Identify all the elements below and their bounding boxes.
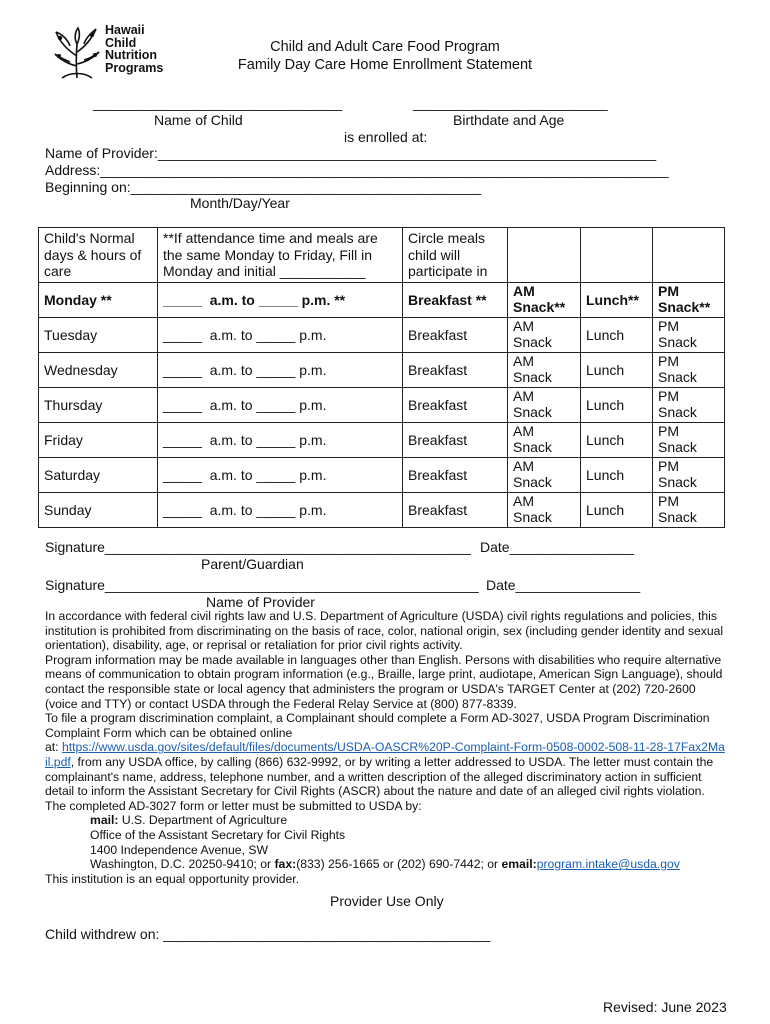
nd-paragraph-3b: [45, 740, 725, 813]
pm-time-blank[interactable]: _____: [256, 501, 296, 518]
header-empty: [653, 228, 725, 283]
time-cell[interactable]: [158, 388, 403, 423]
pm-time-blank[interactable]: _____: [256, 361, 296, 378]
am-time-blank[interactable]: _____: [163, 361, 202, 378]
month-day-year-label: Month/Day/Year: [190, 195, 290, 211]
pm-snack-option[interactable]: PM Snack: [653, 388, 725, 423]
table-row-friday: [39, 423, 725, 458]
parent-guardian-label: Parent/Guardian: [201, 556, 304, 572]
lunch-option[interactable]: Lunch: [581, 423, 653, 458]
am-time-blank[interactable]: _____: [163, 396, 202, 413]
time-cell[interactable]: [158, 493, 403, 528]
logo-line: Child: [105, 35, 137, 50]
am-snack-option[interactable]: AM Snack**: [508, 283, 581, 318]
mail-address-block: [45, 813, 725, 871]
time-cell[interactable]: [158, 353, 403, 388]
header-empty: [508, 228, 581, 283]
table-row-sunday: [39, 493, 725, 528]
form-title: Child and Adult Care Food Program: [270, 39, 500, 55]
nd-paragraph-1: In accordance with federal civil rights law and U.S. Department of Agriculture (USDA) civil rights regulations and policies, this institution is prohibited from discriminating on the basis of race, color, national origin, sex (including gender identity and sexual orientation), disability, age, or reprisal or retaliation for prior civil rights activity.: [45, 609, 724, 653]
nd-paragraph-3b-text: , from any USDA office, by calling (866) 632-9992, or by writing a letter addressed to USDA. The letter must contain the complainant's name, address, telephone number, and a written description of the alleged discriminatory action in sufficient detail to inform the Assistant Secretary for Civil Rights (ASCR) about the nature and date of an alleged civil rights violation. The completed AD-3027 form or letter must be submitted to USDA by:: [45, 754, 714, 813]
logo-line: Nutrition: [105, 48, 158, 62]
table-header-row: [39, 228, 725, 283]
breakfast-option[interactable]: Breakfast: [403, 388, 508, 423]
pm-label: p.m.: [299, 466, 327, 483]
pm-label: p.m. **: [301, 291, 346, 308]
pm-snack-option[interactable]: PM Snack: [653, 458, 725, 493]
beginning-date-field[interactable]: Beginning on:_____________________________________________: [45, 179, 482, 195]
provider-use-heading: Provider Use Only: [330, 893, 444, 909]
pm-time-blank[interactable]: _____: [256, 466, 296, 483]
pm-snack-option[interactable]: PM Snack: [653, 423, 725, 458]
birthdate-field[interactable]: _________________________: [413, 95, 608, 111]
am-time-blank[interactable]: _____: [163, 431, 202, 448]
nd-at-label: at:: [45, 740, 62, 755]
form-subtitle: Family Day Care Home Enrollment Statement: [237, 57, 533, 73]
am-to-label: a.m. to: [209, 431, 253, 448]
time-cell[interactable]: [158, 283, 403, 318]
am-snack-option[interactable]: AM Snack: [508, 493, 581, 528]
time-cell[interactable]: [158, 423, 403, 458]
address-field[interactable]: Address:_________________________________________________________________________: [45, 162, 669, 178]
am-snack-option[interactable]: AM Snack: [508, 458, 581, 493]
pm-snack-option[interactable]: PM Snack: [653, 353, 725, 388]
nd-paragraph-3a: To file a program discrimination complaint, a Complainant should complete a Form AD-3027, USDA Program Discrimination Complaint Form which can be obtained online: [45, 711, 710, 740]
hawaii-plant-icon: [52, 26, 102, 80]
pm-label: p.m.: [299, 431, 327, 448]
table-row-monday: [39, 283, 725, 318]
am-snack-option[interactable]: AM Snack: [508, 318, 581, 353]
fax-numbers: (833) 256-1665 or (202) 690-7442; or: [296, 857, 502, 872]
equal-opportunity-text: This institution is an equal opportunity provider.: [45, 871, 300, 886]
table-row-saturday: [39, 458, 725, 493]
pm-label: p.m.: [299, 326, 327, 343]
lunch-option[interactable]: Lunch: [581, 353, 653, 388]
parent-signature-field[interactable]: Signature_______________________________________________: [45, 539, 471, 555]
mail-line-1: U.S. Department of Agriculture: [118, 813, 288, 828]
am-to-label: a.m. to: [209, 326, 253, 343]
provider-name-label: Name of Provider: [206, 594, 315, 610]
breakfast-option[interactable]: Breakfast: [403, 458, 508, 493]
am-time-blank[interactable]: _____: [163, 501, 202, 518]
am-snack-option[interactable]: AM Snack: [508, 388, 581, 423]
breakfast-option[interactable]: Breakfast: [403, 353, 508, 388]
pm-label: p.m.: [299, 396, 327, 413]
table-row-thursday: [39, 388, 725, 423]
fax-label: fax:: [274, 857, 297, 872]
pm-time-blank[interactable]: _____: [258, 291, 298, 308]
complaint-form-link[interactable]: https://www.usda.gov/sites/default/files/documents/USDA-OASCR%20P-Complaint-Form-0508-0002-508-11-28-17Fax2Mail.pdf: [45, 740, 725, 769]
breakfast-option[interactable]: Breakfast: [403, 423, 508, 458]
provider-signature-field[interactable]: Signature________________________________________________: [45, 577, 479, 593]
header-circle-meals: Circle meals child will participate in: [403, 228, 508, 283]
nd-paragraph-2: Program information may be made available in languages other than English. Persons with disabilities who require alternative means of communication to obtain program information (e.g., Braille, large print, audiotape, American Sign Language), should contact the responsible state or local agency that administers the program or USDA's TARGET Center at (202) 720-2600 (voice and TTY) or contact USDA through the Federal Relay Service at (800) 877-8339.: [45, 652, 723, 711]
mail-line-4: Washington, D.C. 20250-9410; or: [90, 857, 275, 872]
lunch-option[interactable]: Lunch: [581, 388, 653, 423]
breakfast-option[interactable]: Breakfast: [403, 318, 508, 353]
table-row-tuesday: [39, 318, 725, 353]
lunch-option[interactable]: Lunch: [581, 318, 653, 353]
am-to-label: a.m. to: [209, 396, 253, 413]
pm-snack-option[interactable]: PM Snack**: [653, 283, 725, 318]
am-snack-option[interactable]: AM Snack: [508, 423, 581, 458]
revised-date: Revised: June 2023: [603, 999, 727, 1015]
hawaii-cnp-logo: [52, 24, 172, 82]
header-attendance-note: **If attendance time and meals are the same Monday to Friday, Fill in Monday and initial ___________: [158, 228, 403, 283]
logo-line: Programs: [105, 60, 164, 75]
day-cell: Friday: [39, 423, 158, 458]
pm-label: p.m.: [299, 501, 327, 518]
pm-label: p.m.: [299, 361, 327, 378]
logo-line: Hawaii: [105, 23, 145, 37]
pm-time-blank[interactable]: _____: [256, 431, 296, 448]
email-link[interactable]: program.intake@usda.gov: [536, 857, 680, 872]
mail-line-2: Office of the Assistant Secretary for Civil Rights: [90, 827, 346, 842]
day-cell: Tuesday: [39, 318, 158, 353]
pm-snack-option[interactable]: PM Snack: [653, 318, 725, 353]
day-cell: Wednesday: [39, 353, 158, 388]
day-cell: Sunday: [39, 493, 158, 528]
breakfast-option[interactable]: Breakfast **: [403, 283, 508, 318]
day-cell: Monday **: [39, 283, 158, 318]
header-days-hours: Child's Normal days & hours of care: [39, 228, 158, 283]
header-empty: [581, 228, 653, 283]
am-to-label: a.m. to: [209, 501, 253, 518]
am-to-label: a.m. to: [209, 291, 255, 308]
am-time-blank[interactable]: _____: [163, 326, 202, 343]
pm-time-blank[interactable]: _____: [256, 396, 296, 413]
child-withdrew-field[interactable]: Child withdrew on: __________________________________________: [45, 926, 491, 942]
child-name-field[interactable]: ________________________________: [93, 95, 343, 111]
lunch-option[interactable]: Lunch**: [581, 283, 653, 318]
mail-line-3: 1400 Independence Avenue, SW: [90, 842, 268, 857]
lunch-option[interactable]: Lunch: [581, 493, 653, 528]
nondiscrimination-statement: [45, 609, 725, 886]
provider-signature-date[interactable]: Date________________: [486, 577, 641, 593]
am-time-blank[interactable]: _____: [163, 291, 202, 308]
table-row-wednesday: [39, 353, 725, 388]
time-cell[interactable]: [158, 318, 403, 353]
breakfast-option[interactable]: Breakfast: [403, 493, 508, 528]
email-label: email:: [501, 857, 537, 872]
provider-name-field[interactable]: Name of Provider:________________________________________________________________: [45, 145, 657, 161]
am-snack-option[interactable]: AM Snack: [508, 353, 581, 388]
child-name-label: Name of Child: [154, 112, 243, 128]
am-to-label: a.m. to: [209, 466, 253, 483]
meal-schedule-table: [38, 227, 725, 528]
enrolled-text: is enrolled at:: [344, 129, 428, 145]
birthdate-label: Birthdate and Age: [453, 112, 565, 128]
day-cell: Saturday: [39, 458, 158, 493]
lunch-option[interactable]: Lunch: [581, 458, 653, 493]
am-time-blank[interactable]: _____: [163, 466, 202, 483]
mail-label: mail:: [90, 813, 119, 828]
am-to-label: a.m. to: [209, 361, 253, 378]
time-cell[interactable]: [158, 458, 403, 493]
pm-time-blank[interactable]: _____: [256, 326, 296, 343]
day-cell: Thursday: [39, 388, 158, 423]
parent-signature-date[interactable]: Date________________: [480, 539, 635, 555]
pm-snack-option[interactable]: PM Snack: [653, 493, 725, 528]
